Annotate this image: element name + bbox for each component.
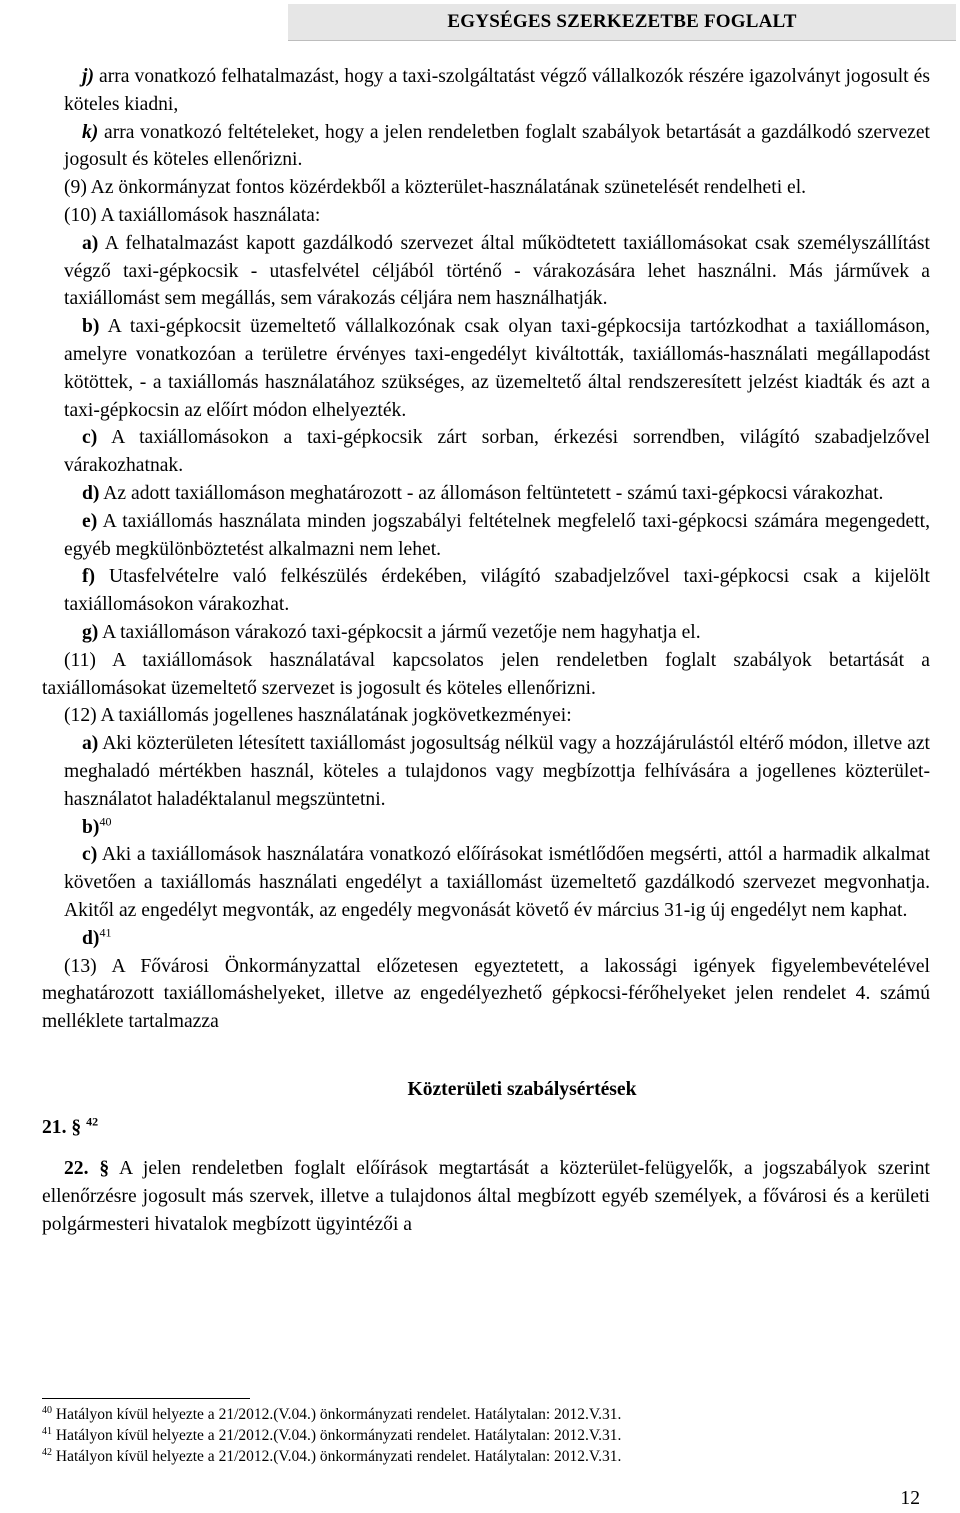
section-22-text: A jelen rendeletben foglalt előírások megtartását a közterület-felügyelők, a jogszabályok szerint ellenőrzésre jogosult más szervek, illetve a tulajdonos által megbízott egyéb személyek, a fővárosi és a kerületi polgármesteri hivatalok megbízott ügyintézői a (42, 1158, 931, 1236)
item-e (42, 508, 930, 564)
footnotes (42, 1404, 922, 1467)
page-number: 12 (900, 1488, 920, 1509)
footnote-text: Hatályon kívül helyezte a 21/2012.(V.04.) önkormányzati rendelet. Hatálytalan: 2012.V.31. (52, 1427, 622, 1444)
item-j-text: arra vonatkozó felhatalmazást, hogy a taxi-szolgáltatást végző vállalkozók részére igazolványt jogosult és köteles kiadni, (64, 66, 930, 115)
footnote-ref-42[interactable]: 42 (86, 1114, 99, 1129)
paragraph-11: (11) A taxiállomások használatával kapcsolatos jelen rendeletben foglalt szabályok betartását a taxiállomásokat üzemeltető szervezet is jogosult és köteles ellenőrizni. (42, 649, 930, 699)
item-a (42, 230, 930, 313)
section-21 (42, 1114, 930, 1142)
item-12-b (42, 814, 930, 842)
item-e-text: A taxiállomás használata minden jogszabályi feltételnek megfelelő taxi-gépkocsi számára megengedett, egyéb megkülönböztetést alkalmazni nem lehet. (64, 510, 930, 560)
item-a-text: A felhatalmazást kapott gazdálkodó szervezet által működtetett taxiállomásokat csak személyszállítást végző taxi-gépkocsik - utasfelvétel céljából történő - várakozására lehet használni. Más járművek a taxiállomást sem megállás, sem várakozás céljára nem használhatják. (64, 232, 930, 310)
section-22 (42, 1155, 930, 1238)
item-12-b-label: b) (82, 816, 100, 838)
item-c-label: c) (82, 427, 98, 449)
footnote-number: 41 (42, 1425, 52, 1437)
item-12-c-label: c) (82, 844, 98, 866)
item-d (42, 480, 930, 508)
item-b (42, 313, 930, 424)
item-k-text: arra vonatkozó feltételeket, hogy a jelen rendeletben foglalt szabályok betartását a gazdálkodó szervezet jogosult és köteles ellenőrizni. (64, 121, 930, 171)
section-heading: Közterületi szabálysértések (407, 1078, 637, 1100)
paragraph-13: (13) A Fővárosi Önkormányzattal előzetesen egyeztetett, a lakossági igények figyelembevételével meghatározott taxiállomáshelyeket, illetve az engedélyezhető gépkocsi-férőhelyeket jelen rendelet 4. számú melléklete tartalmazza (42, 955, 930, 1033)
document-body (42, 63, 930, 1239)
item-f (42, 563, 930, 619)
item-e-label: e) (82, 510, 98, 532)
item-12-a (42, 730, 930, 813)
paragraph-9: (9) Az önkormányzat fontos közérdekből a közterület-használatának szünetelését rendelheti el. (64, 177, 807, 199)
section-21-label: 21. § (42, 1116, 82, 1138)
footnote-text: Hatályon kívül helyezte a 21/2012.(V.04.) önkormányzati rendelet. Hatálytalan: 2012.V.31. (52, 1448, 622, 1465)
item-12-d (42, 925, 930, 953)
header-title: EGYSÉGES SZERKEZETBE FOGLALT (447, 11, 797, 32)
item-f-label: f) (82, 566, 96, 588)
footnote-number: 42 (42, 1446, 52, 1458)
footnote-ref-41[interactable]: 41 (99, 925, 112, 940)
footnote-separator (42, 1398, 250, 1399)
footnote (42, 1404, 922, 1425)
item-j (42, 63, 930, 119)
item-g-text: A taxiállomáson várakozó taxi-gépkocsit a jármű vezetője nem hagyhatja el. (98, 621, 701, 643)
footnote-text: Hatályon kívül helyezte a 21/2012.(V.04.) önkormányzati rendelet. Hatálytalan: 2012.V.31. (52, 1406, 622, 1423)
item-12-a-label: a) (82, 733, 99, 755)
item-g (42, 619, 930, 647)
item-d-text: Az adott taxiállomáson meghatározott - az állomáson feltüntetett - számú taxi-gépkocsi várakozhat. (99, 482, 884, 504)
document-header (288, 4, 956, 41)
item-j-label: j) (82, 66, 94, 87)
paragraph-12: (12) A taxiállomás jogellenes használatának jogkövetkezményei: (64, 705, 572, 727)
item-c (42, 424, 930, 480)
item-12-a-text: Aki közterületen létesített taxiállomást jogosultság nélkül vagy a hozzájárulástól eltérő módon, illetve azt meghaladó mértékben használ, köteles a tulajdonos vagy megbízottja felhívására a jogellenes közterület-használatot haladéktalanul megszüntetni. (64, 733, 930, 810)
item-a-label: a) (82, 232, 99, 254)
section-22-label: 22. § (64, 1158, 110, 1180)
footnote-ref-40[interactable]: 40 (99, 813, 112, 828)
item-f-text: Utasfelvételre való felkészülés érdekében, világító szabadjelzővel taxi-gépkocsi csak a kijelölt taxiállomásokon várakozhat. (64, 566, 930, 616)
footnote (42, 1446, 922, 1467)
item-b-label: b) (82, 316, 100, 338)
item-12-c-text: Aki a taxiállomások használatára vonatkozó előírásokat ismétlődően megsérti, attól a harmadik alkalmat követően a taxiállomás használati engedélyt a taxiállomást üzemeltető gazdálkodó szervezet megvonhatja. Akitől az engedélyt megvonták, az engedély megvonását követő év március 31-ig új engedélyt nem kaphat. (64, 844, 930, 921)
footnote (42, 1425, 922, 1446)
item-g-label: g) (82, 621, 99, 643)
item-12-c (42, 841, 930, 924)
footnote-number: 40 (42, 1404, 52, 1416)
item-b-text: A taxi-gépkocsit üzemeltető vállalkozónak csak olyan taxi-gépkocsija tartózkodhat a taxiállomáson, amelyre vonatkozóan a területre érvényes taxi-engedélyt kiváltották, taxiállomás-használati megállapodást kötöttek, - a taxiállomás használatához szükséges, az üzemeltető által rendszeresített jelzést kiadták és azt a taxi-gépkocsin az előírt módon elhelyezték. (64, 316, 930, 421)
item-c-text: A taxiállomásokon a taxi-gépkocsik zárt sorban, érkezési sorrendben, világító szabadjelzővel várakozhatnak. (64, 427, 930, 477)
item-12-d-label: d) (82, 927, 100, 949)
paragraph-10: (10) A taxiállomások használata: (64, 204, 321, 226)
item-k (42, 119, 930, 175)
item-k-label: k) (82, 121, 99, 143)
item-d-label: d) (82, 482, 100, 504)
